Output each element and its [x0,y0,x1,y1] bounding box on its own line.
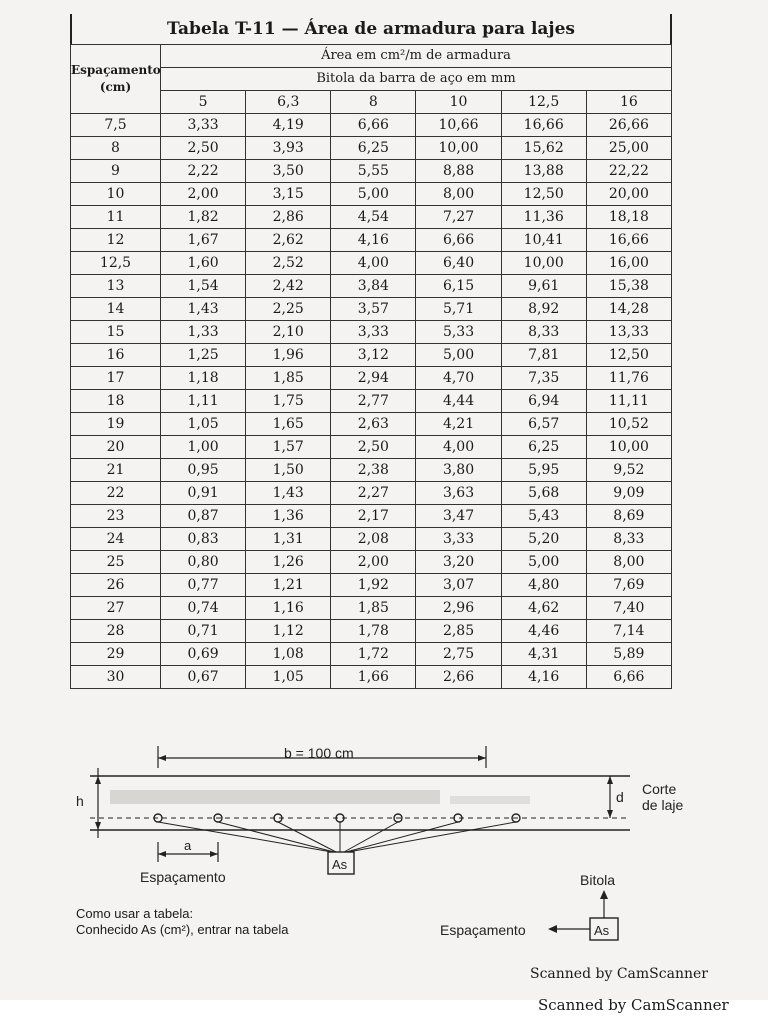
area-cell: 2,85 [416,620,501,643]
table-row [71,459,672,482]
area-cell: 2,10 [246,321,331,344]
area-cell: 10,00 [586,436,671,459]
area-cell: 2,96 [416,597,501,620]
area-cell: 7,81 [501,344,586,367]
area-cell: 2,00 [331,551,416,574]
area-cell: 1,92 [331,574,416,597]
table-row [71,413,672,436]
width-label: b = 100 cm [284,745,354,761]
area-cell: 18,18 [586,206,671,229]
area-cell: 1,00 [161,436,246,459]
area-cell: 7,14 [586,620,671,643]
area-cell: 2,66 [416,666,501,689]
area-cell: 4,80 [501,574,586,597]
area-cell: 1,54 [161,275,246,298]
area-cell: 1,78 [331,620,416,643]
area-cell: 1,72 [331,643,416,666]
area-cell: 2,27 [331,482,416,505]
bitola-label: Bitola [580,872,616,888]
area-cell: 16,00 [586,252,671,275]
area-cell: 2,42 [246,275,331,298]
area-cell: 1,65 [246,413,331,436]
spacing-cell: 13 [71,275,161,298]
section-label-line1: Corte [642,781,677,797]
area-cell: 5,00 [416,344,501,367]
area-cell: 0,95 [161,459,246,482]
table-row [71,436,672,459]
area-table [70,44,672,689]
spacing-cell: 18 [71,390,161,413]
area-cell: 25,00 [586,137,671,160]
area-cell: 6,66 [416,229,501,252]
area-cell: 1,60 [161,252,246,275]
area-cell: 6,40 [416,252,501,275]
area-cell: 4,54 [331,206,416,229]
column-header-row [71,91,672,114]
area-cell: 16,66 [586,229,671,252]
how-to-use-note [76,906,288,938]
area-cell: 3,33 [416,528,501,551]
area-cell: 2,50 [161,137,246,160]
spacing-cell: 21 [71,459,161,482]
spacing-cell: 23 [71,505,161,528]
area-cell: 2,50 [331,436,416,459]
area-cell: 0,67 [161,666,246,689]
area-cell: 3,93 [246,137,331,160]
area-cell: 7,27 [416,206,501,229]
area-cell: 1,43 [246,482,331,505]
area-cell: 5,20 [501,528,586,551]
area-cell: 3,80 [416,459,501,482]
area-cell: 1,75 [246,390,331,413]
area-cell: 6,66 [586,666,671,689]
area-cell: 15,38 [586,275,671,298]
area-cell: 4,19 [246,114,331,137]
area-cell: 11,76 [586,367,671,390]
area-cell: 8,69 [586,505,671,528]
area-cell: 1,08 [246,643,331,666]
area-cell: 14,28 [586,298,671,321]
column-header: 8 [331,91,416,114]
spacing-cell: 15 [71,321,161,344]
area-cell: 0,74 [161,597,246,620]
spacing-cell: 27 [71,597,161,620]
spacing-cell: 17 [71,367,161,390]
area-cell: 1,33 [161,321,246,344]
table-row [71,574,672,597]
table-row [71,597,672,620]
area-cell: 5,33 [416,321,501,344]
area-cell: 6,57 [501,413,586,436]
area-cell: 2,17 [331,505,416,528]
how-to-line2: Conhecido As (cm²), entrar na tabela [76,922,289,937]
spacing-header: Espaçamento (cm) [71,45,161,114]
area-cell: 9,61 [501,275,586,298]
area-cell: 0,87 [161,505,246,528]
area-cell: 15,62 [501,137,586,160]
area-cell: 6,94 [501,390,586,413]
area-cell: 6,66 [331,114,416,137]
area-cell: 1,57 [246,436,331,459]
spacing-cell: 29 [71,643,161,666]
table-body [71,114,672,689]
area-cell: 10,66 [416,114,501,137]
area-cell: 5,95 [501,459,586,482]
area-cell: 2,08 [331,528,416,551]
h-label: h [76,793,84,809]
table-row [71,390,672,413]
spacing-cell: 12 [71,229,161,252]
column-header: 6,3 [246,91,331,114]
spacing-cell: 24 [71,528,161,551]
area-cell: 1,31 [246,528,331,551]
area-cell: 0,91 [161,482,246,505]
area-cell: 1,85 [246,367,331,390]
area-cell: 1,05 [161,413,246,436]
how-to-line1: Como usar a tabela: [76,906,194,921]
area-cell: 16,66 [501,114,586,137]
area-cell: 0,77 [161,574,246,597]
d-label: d [616,789,624,805]
area-cell: 2,62 [246,229,331,252]
usage-spacing-label: Espaçamento [440,922,526,938]
area-cell: 3,63 [416,482,501,505]
area-cell: 3,50 [246,160,331,183]
area-cell: 10,00 [501,252,586,275]
area-cell: 1,11 [161,390,246,413]
area-cell: 2,75 [416,643,501,666]
area-cell: 3,07 [416,574,501,597]
area-cell: 3,15 [246,183,331,206]
area-cell: 7,35 [501,367,586,390]
section-label-line2: de laje [642,797,684,813]
spacing-label: Espaçamento [140,869,226,885]
spacing-cell: 16 [71,344,161,367]
area-cell: 9,09 [586,482,671,505]
table-row [71,505,672,528]
area-cell: 1,43 [161,298,246,321]
area-cell: 10,00 [416,137,501,160]
area-cell: 9,52 [586,459,671,482]
area-cell: 4,31 [501,643,586,666]
area-cell: 5,55 [331,160,416,183]
area-cell: 5,71 [416,298,501,321]
area-cell: 4,16 [331,229,416,252]
table-row [71,666,672,689]
area-cell: 5,00 [331,183,416,206]
spacing-cell: 30 [71,666,161,689]
area-cell: 5,89 [586,643,671,666]
area-cell: 12,50 [501,183,586,206]
area-cell: 2,77 [331,390,416,413]
area-cell: 4,46 [501,620,586,643]
concrete-stipple [110,790,530,804]
area-cell: 7,40 [586,597,671,620]
area-cell: 5,00 [501,551,586,574]
area-cell: 0,83 [161,528,246,551]
area-cell: 4,62 [501,597,586,620]
area-cell: 2,22 [161,160,246,183]
spacing-cell: 28 [71,620,161,643]
area-cell: 1,16 [246,597,331,620]
spacing-cell: 20 [71,436,161,459]
area-cell: 8,00 [416,183,501,206]
area-cell: 2,38 [331,459,416,482]
table-row [71,643,672,666]
table-row [71,252,672,275]
area-cell: 3,47 [416,505,501,528]
area-cell: 26,66 [586,114,671,137]
area-cell: 5,43 [501,505,586,528]
spacing-cell: 7,5 [71,114,161,137]
spacing-cell: 8 [71,137,161,160]
area-cell: 4,00 [331,252,416,275]
spacing-cell: 25 [71,551,161,574]
table-row [71,160,672,183]
area-cell: 2,00 [161,183,246,206]
area-cell: 4,70 [416,367,501,390]
area-cell: 8,00 [586,551,671,574]
area-cell: 4,00 [416,436,501,459]
area-cell: 1,25 [161,344,246,367]
as-label: As [332,857,348,872]
area-cell: 1,18 [161,367,246,390]
spacing-cell: 12,5 [71,252,161,275]
spacing-cell: 22 [71,482,161,505]
column-header: 16 [586,91,671,114]
area-cell: 8,92 [501,298,586,321]
area-cell: 0,80 [161,551,246,574]
area-cell: 3,33 [161,114,246,137]
table-row [71,482,672,505]
a-label: a [184,838,192,853]
spacing-cell: 19 [71,413,161,436]
area-cell: 1,67 [161,229,246,252]
camscanner-watermark-inner: Scanned by CamScanner [530,966,708,982]
spacing-cell: 26 [71,574,161,597]
area-cell: 1,82 [161,206,246,229]
table-row [71,620,672,643]
as-leader-lines [158,822,516,852]
area-cell: 0,71 [161,620,246,643]
table-row [71,551,672,574]
area-cell: 11,11 [586,390,671,413]
camscanner-watermark-outer: Scanned by CamScanner [538,996,729,1014]
table-row [71,275,672,298]
area-cell: 3,12 [331,344,416,367]
table-row [71,298,672,321]
table-row [71,114,672,137]
area-cell: 6,15 [416,275,501,298]
area-cell: 13,33 [586,321,671,344]
area-cell: 2,86 [246,206,331,229]
area-cell: 22,22 [586,160,671,183]
area-cell: 8,88 [416,160,501,183]
area-cell: 4,44 [416,390,501,413]
area-cell: 8,33 [501,321,586,344]
spacing-cell: 10 [71,183,161,206]
area-cell: 6,25 [501,436,586,459]
area-cell: 20,00 [586,183,671,206]
area-cell: 1,26 [246,551,331,574]
area-cell: 13,88 [501,160,586,183]
column-header: 12,5 [501,91,586,114]
bitola-header: Bitola da barra de aço em mm [161,68,672,91]
area-cell: 1,50 [246,459,331,482]
area-cell: 1,21 [246,574,331,597]
area-cell: 7,69 [586,574,671,597]
area-cell: 4,21 [416,413,501,436]
area-cell: 2,25 [246,298,331,321]
table-row [71,321,672,344]
area-cell: 5,68 [501,482,586,505]
area-header: Área em cm²/m de armadura [161,45,672,68]
spacing-cell: 9 [71,160,161,183]
area-cell: 1,96 [246,344,331,367]
table-row [71,183,672,206]
table-row [71,137,672,160]
area-cell: 3,57 [331,298,416,321]
table-row [71,229,672,252]
spacing-cell: 14 [71,298,161,321]
table-title: Tabela T-11 — Área de armadura para lajes [70,14,672,44]
area-cell: 2,52 [246,252,331,275]
area-cell: 2,94 [331,367,416,390]
area-cell: 1,12 [246,620,331,643]
area-cell: 6,25 [331,137,416,160]
area-cell: 0,69 [161,643,246,666]
table-row [71,344,672,367]
area-cell: 1,85 [331,597,416,620]
table-row [71,206,672,229]
area-cell: 10,41 [501,229,586,252]
area-cell: 1,36 [246,505,331,528]
area-cell: 11,36 [501,206,586,229]
reinforcement-table [70,14,672,689]
area-cell: 1,66 [331,666,416,689]
area-cell: 3,20 [416,551,501,574]
area-cell: 1,05 [246,666,331,689]
area-cell: 10,52 [586,413,671,436]
usage-as-label: As [594,923,610,938]
column-header: 5 [161,91,246,114]
area-cell: 3,84 [331,275,416,298]
area-cell: 2,63 [331,413,416,436]
spacing-cell: 11 [71,206,161,229]
column-header: 10 [416,91,501,114]
area-cell: 12,50 [586,344,671,367]
table-row [71,367,672,390]
area-cell: 3,33 [331,321,416,344]
table-row [71,528,672,551]
area-cell: 4,16 [501,666,586,689]
area-cell: 8,33 [586,528,671,551]
